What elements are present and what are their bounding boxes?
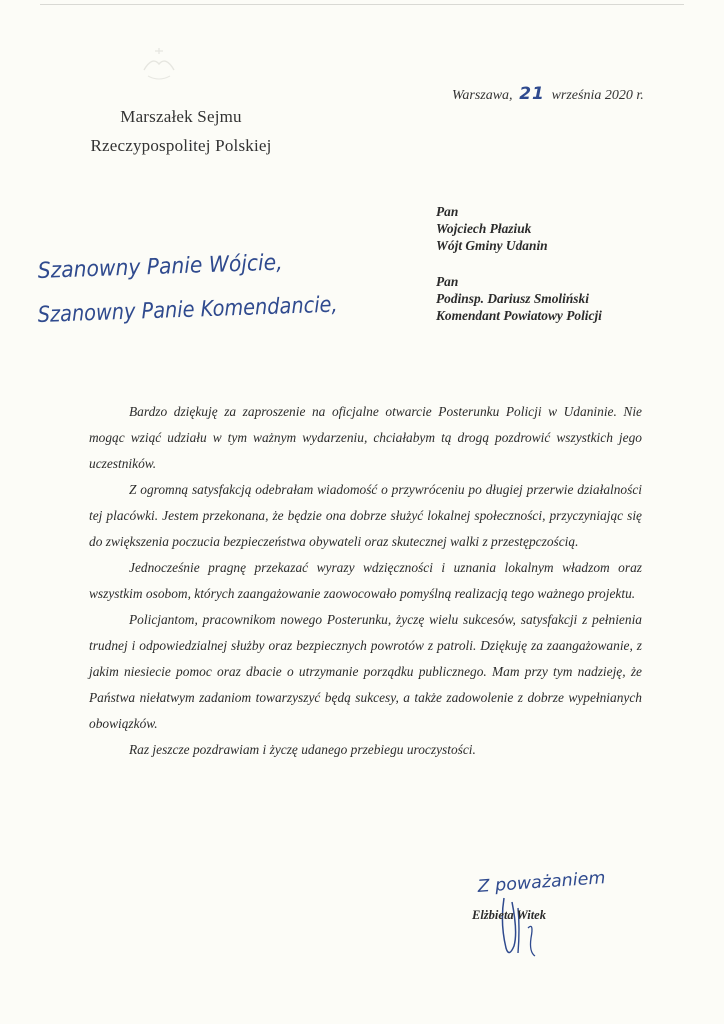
faint-emblem-icon (124, 40, 194, 86)
recipient-2-salutation: Pan (436, 274, 459, 289)
recipient-2-name: Podinsp. Dariusz Smoliński (436, 291, 589, 306)
sender-line-2: Rzeczypospolitej Polskiej (90, 136, 272, 155)
body-paragraph-4: Policjantom, pracownikom nowego Posterunku, życzę wielu sukcesów, satysfakcji z pełnienia trudnej i odpowiedzialnej służby oraz bezpiecznych powrotów z patroli. Dziękuję za zaangażowanie, z jakim niesiecie pomoc oraz dbacie o utrzymanie porządku publicznego. Mam przy tym nadzieję, że Państwa niełatwym zadaniom towarzyszyć będą sukcesy, a także zadowolenie z dobrze wypełnianych obowiązków. (89, 612, 642, 731)
letter-body (89, 399, 642, 763)
date-city: Warszawa, (452, 88, 513, 103)
body-paragraph-5: Raz jeszcze pozdrawiam i życzę udanego przebiegu uroczystości. (129, 742, 476, 757)
top-edge-line (40, 4, 684, 5)
signature-printed-name: Elżbieta Witek (472, 908, 546, 922)
date-day-handwritten: 21 (519, 84, 545, 104)
recipient-2-title: Komendant Powiatowy Policji (436, 308, 602, 323)
signature-closing-text: Z poważaniem (476, 868, 603, 897)
recipient-1-title: Wójt Gminy Udanin (436, 238, 548, 253)
handwritten-greeting-2 (36, 291, 380, 336)
body-paragraph-1: Bardzo dziękuję za zaproszenie na oficjalne otwarcie Posterunku Policji w Udaninie. Nie mogąc wziąć udziału w tym ważnym wydarzeniu, chciałabym tą drogą pozdrowić wszystkich jego uczestników. (89, 404, 642, 471)
dateline (452, 84, 644, 104)
handwritten-greeting-1 (36, 250, 356, 290)
recipient-1-salutation: Pan (436, 204, 459, 219)
recipient-1-name: Wojciech Płaziuk (436, 221, 532, 236)
date-rest: września 2020 r. (551, 88, 644, 103)
handwritten-greeting-1-text: Szanowny Panie Wójcie, (37, 249, 304, 284)
handwritten-greeting-2-text: Szanowny Panie Komendancie, (37, 291, 380, 328)
body-paragraph-2: Z ogromną satysfakcją odebrałam wiadomość o przywróceniu po długiej przerwie działalności tej placówki. Jestem przekonana, że będzie ona dobrze służyć lokalnej społeczności, przyczyniając się do zwiększenia poczucia bezpieczeństwa obywateli oraz skutecznej walki z przestępczością. (89, 482, 642, 549)
sender-line-1: Marszałek Sejmu (120, 107, 242, 126)
body-paragraph-3: Jednocześnie pragnę przekazać wyrazy wdzięczności i uznania lokalnym władzom oraz wszystkim osobom, których zaangażowanie zaowocowało pomyślną realizacją tego ważnego projektu. (89, 560, 642, 601)
